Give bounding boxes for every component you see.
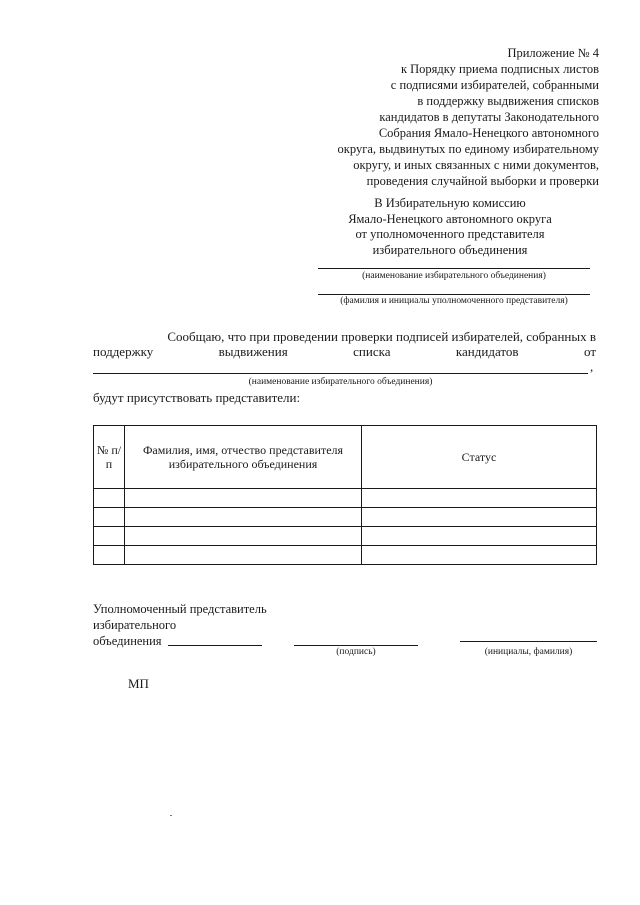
appendix-heading: [269, 45, 599, 189]
representatives-table: [93, 425, 597, 565]
table-cell[interactable]: [125, 546, 362, 565]
table-row: [94, 489, 597, 508]
org-name-field-line[interactable]: [318, 268, 590, 269]
table-cell[interactable]: [94, 489, 125, 508]
signature-field-line[interactable]: [294, 645, 418, 646]
rep-name-caption: (фамилия и инициалы уполномоченного представителя): [340, 296, 568, 306]
org-name-caption: (наименование избирательного объединения): [362, 271, 546, 281]
table-cell[interactable]: [94, 546, 125, 565]
comma: ,: [590, 359, 594, 374]
body-word: от: [583, 344, 596, 359]
body-org-field-line[interactable]: [93, 373, 588, 374]
signature-label: [93, 601, 267, 649]
table-cell[interactable]: [125, 527, 362, 546]
addressee-block: [300, 196, 600, 258]
table-cell[interactable]: [362, 508, 597, 527]
table-cell[interactable]: [125, 489, 362, 508]
table-cell[interactable]: [94, 527, 125, 546]
table-cell[interactable]: [362, 527, 597, 546]
signature-label-line: объединения: [93, 634, 162, 648]
appendix-line: к Порядку приема подписных листов: [400, 62, 599, 76]
body-line-3: будут присутствовать представители:: [93, 390, 301, 405]
table-row: [94, 508, 597, 527]
addressee-line: от уполномоченного представителя: [355, 227, 545, 241]
table-cell[interactable]: [362, 489, 597, 508]
addressee-line: Ямало-Ненецкого автономного округа: [348, 211, 552, 226]
signature-date-line[interactable]: [168, 645, 262, 646]
appendix-line: округу, и иных связанных с ними документов,: [353, 158, 599, 172]
stamp-place-label: МП: [128, 676, 149, 691]
addressee-line: избирательного объединения: [372, 242, 528, 257]
appendix-line: проведения случайной выборки и проверки: [366, 174, 599, 188]
body-word: списка: [353, 344, 391, 359]
appendix-line: кандидатов в депутаты Законодательного: [379, 110, 599, 124]
table-header-row: [94, 426, 597, 489]
body-org-caption: (наименование избирательного объединения): [248, 377, 433, 387]
appendix-line: округа, выдвинутых по единому избирательному: [337, 142, 599, 156]
signature-label-line: избирательного: [93, 618, 177, 632]
signature-caption: (подпись): [336, 647, 376, 657]
appendix-line: Собрания Ямало-Ненецкого автономного: [378, 126, 599, 140]
appendix-line: в поддержку выдвижения списков: [417, 94, 599, 108]
body-line-2: [93, 344, 596, 360]
col-name-header: Фамилия, имя, отчество представителя избирательного объединения: [125, 426, 362, 489]
body-line-1: Сообщаю, что при проведении проверки подписей избирателей, собранных в: [167, 329, 596, 344]
rep-name-field-line[interactable]: [318, 294, 590, 295]
initials-field-line[interactable]: [460, 641, 597, 642]
table-row: [94, 527, 597, 546]
table-cell[interactable]: [125, 508, 362, 527]
col-number-header: № п/п: [94, 426, 125, 489]
appendix-line: Приложение № 4: [507, 46, 599, 60]
table-cell[interactable]: [94, 508, 125, 527]
addressee-line: В Избирательную комиссию: [374, 196, 526, 210]
table-cell[interactable]: [362, 546, 597, 565]
appendix-line: с подписями избирателей, собранными: [390, 78, 599, 92]
body-word: поддержку: [93, 344, 154, 359]
scan-speck: [170, 815, 172, 816]
table-row: [94, 546, 597, 565]
initials-caption: (инициалы, фамилия): [484, 647, 573, 657]
body-word: кандидатов: [455, 344, 519, 359]
body-word: выдвижения: [218, 344, 288, 359]
col-status-header: Статус: [362, 426, 597, 489]
signature-label-line: Уполномоченный представитель: [93, 602, 267, 616]
